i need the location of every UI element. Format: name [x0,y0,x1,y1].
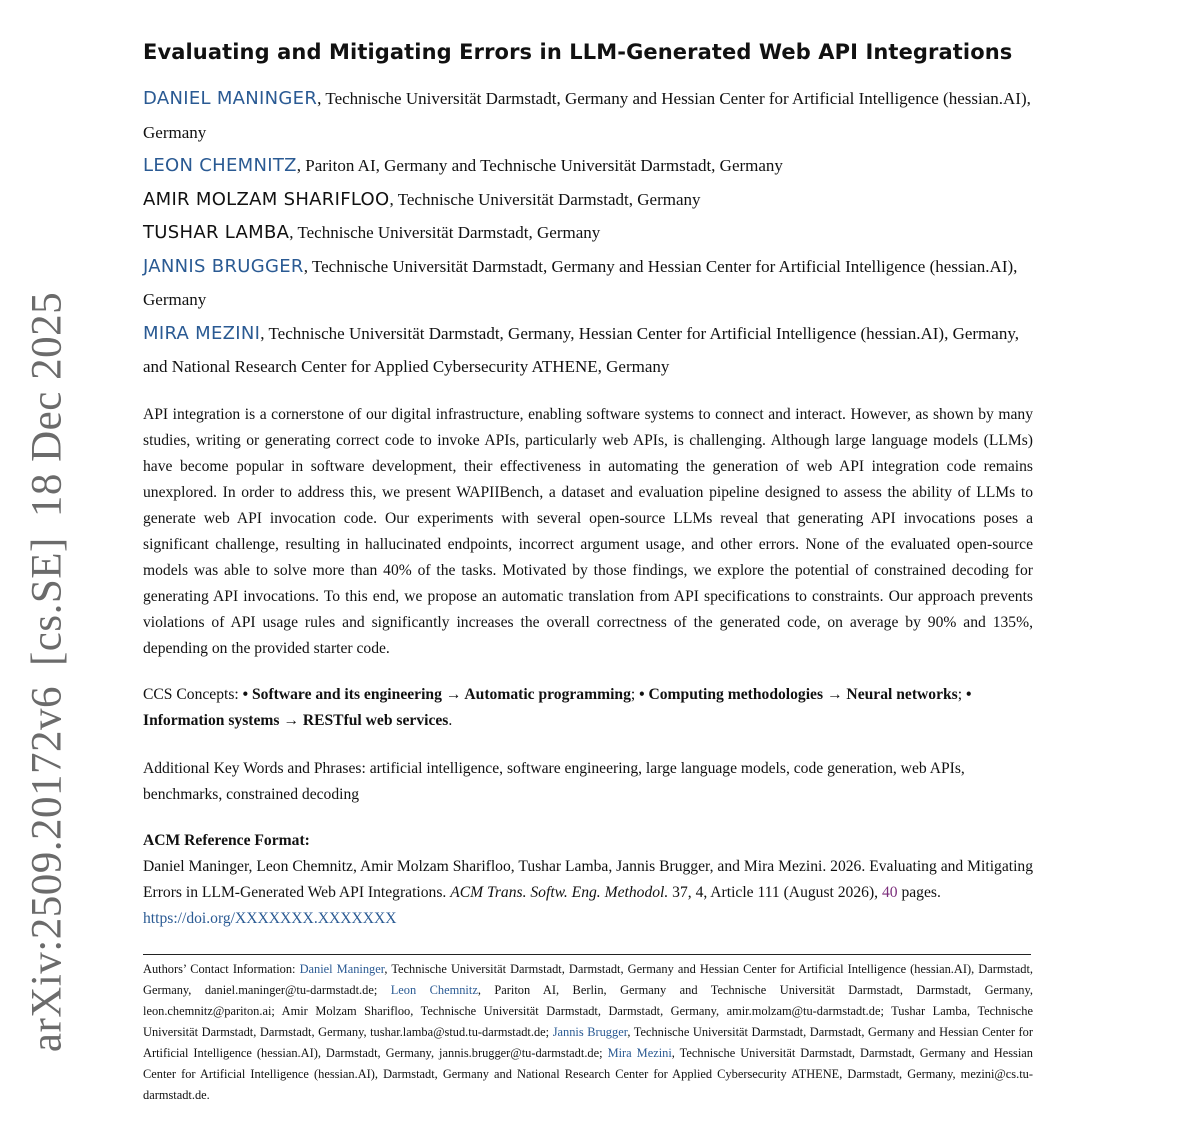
footnote-author-link[interactable]: Leon Chemnitz [390,982,478,997]
contact-footnote [143,959,1033,1106]
pages-link[interactable]: 40 [881,883,898,901]
author-entry: TUSHAR LAMBA, Technische Universität Darmstadt, Germany [143,222,601,243]
footnote-text: , Technische Universität Darmstadt, Darmstadt, Germany and Hessian Center for Artificial Intelligence (hessian.AI), Darmstadt, Germany, jannis.brugger@tu-darmstadt.de; [143,1024,1033,1060]
reference-text [143,854,1033,932]
author-affiliation: Technische Universität Darmstadt, Germany [397,189,701,209]
footnote-author-link[interactable]: Mira Mezini [607,1045,672,1060]
author-affiliation: Technische Universität Darmstadt, Germany and Hessian Center for Artificial Intelligence (hessian.AI), Germany [143,89,1031,142]
reference-citation: Daniel Maninger, Leon Chemnitz, Amir Molzam Sharifloo, Tushar Lamba, Jannis Brugger, and Mira Mezini. 2026. Evaluating and Mitigating Errors in LLM-Generated Web API Integrations. [143,857,1033,901]
author-entry: MIRA MEZINI, Technische Universität Darmstadt, Germany, Hessian Center for Artificial Intelligence (hessian.AI), Germany, and National Research Center for Applied Cybersecurity ATHENE, Germany [143,322,1019,376]
reference-details: 37, 4, Article 111 (August 2026), [672,883,879,901]
author-entry: DANIEL MANINGER, Technische Universität Darmstadt, Germany and Hessian Center for Artificial Intelligence (hessian.AI), Germany [143,88,1031,142]
reference-journal: ACM Trans. Softw. Eng. Methodol. [450,883,669,901]
arxiv-category: [cs.SE] [23,537,71,667]
ccs-concepts: CCS Concepts: • Software and its engineering → Automatic programming; • Computing methodologies → Neural networks; • Information systems → RESTful web services. [143,685,972,729]
author-entry: JANNIS BRUGGER, Technische Universität Darmstadt, Germany and Hessian Center for Artificial Intelligence (hessian.AI), Germany [143,255,1018,309]
footnote-author-link[interactable]: Daniel Maninger [299,961,385,976]
footnote-text: , Technische Universität Darmstadt, Darmstadt, Germany and Hessian Center for Artificial Intelligence (hessian.AI), Darmstadt, Germany, daniel.maninger@tu-darmstadt.de; [143,961,1033,997]
doi-link[interactable]: https://doi.org/XXXXXXX.XXXXXXX [143,909,397,927]
reference-heading: ACM Reference Format: [143,831,310,849]
paper-page [143,40,1033,1106]
arxiv-number[interactable]: arXiv:2509.20172v6 [23,686,71,1053]
ccs-label: CCS Concepts: [143,685,239,703]
author-name: TUSHAR LAMBA [143,222,290,243]
author-name-link[interactable]: MIRA MEZINI [143,322,261,344]
footnote-divider [143,954,1031,955]
author-affiliation: Technische Universität Darmstadt, Germany [297,223,601,242]
abstract: API integration is a cornerstone of our digital infrastructure, enabling software systems to connect and interact. However, as shown by many studies, writing or generating correct code to invoke APIs, particularly web APIs, is challenging. Although large language models (LLMs) have become popular in software development, their effectiveness in automating the generation of web API integration code remains unexplored. In order to address this, we present WAPIIBench, a dataset and evaluation pipeline designed to assess the ability of LLMs to generate web API invocation code. Our experiments with several open-source LLMs reveal that generating API invocations poses a significant challenge, resulting in hallucinated endpoints, incorrect argument usage, and other errors. None of the evaluated open-source models was able to solve more than 40% of the tasks. Motivated by those findings, we explore the potential of constrained decoding for generating API invocations. To this end, we propose an automatic translation from API specifications to constraints. Our approach prevents violations of API usage rules and significantly increases the overall correctness of the generated code, on average by 90% and 135%, depending on the provided starter code. [143,405,1033,657]
keywords: Additional Key Words and Phrases: artificial intelligence, software engineering, large language models, code generation, web APIs, benchmarks, constrained decoding [143,759,965,803]
author-name-link[interactable]: DANIEL MANINGER [143,88,318,109]
arxiv-identifier [23,292,72,1052]
reference-pages-suffix: pages. [901,883,941,901]
ccs-concept: • Computing methodologies → Neural networks [639,685,958,703]
footnote-text: , Technische Universität Darmstadt, Darmstadt, Germany and Hessian Center for Artificial Intelligence (hessian.AI), Darmstadt, Germany and National Research Center for Applied Cybersecurity ATHENE, Darmstadt, Germany, mezini@cs.tu-darmstadt.de. [143,1045,1033,1102]
paper-title: Evaluating and Mitigating Errors in LLM-Generated Web API Integrations [143,40,1013,64]
author-entry: AMIR MOLZAM SHARIFLOO, Technische Universität Darmstadt, Germany [143,188,701,210]
author-affiliation: Pariton AI, Germany and Technische Universität Darmstadt, Germany [305,156,783,175]
author-name-link[interactable]: JANNIS BRUGGER [143,255,304,277]
footnote-label: Authors’ Contact Information: [143,961,296,976]
author-affiliation: Technische Universität Darmstadt, Germany, Hessian Center for Artificial Intelligence (hessian.AI), Germany, and National Research Center for Applied Cybersecurity ATHENE, Germany [143,323,1019,376]
arxiv-sidebar [0,0,100,1130]
author-entry: LEON CHEMNITZ, Pariton AI, Germany and Technische Universität Darmstadt, Germany [143,155,783,176]
ccs-concept: • Software and its engineering → Automatic programming [242,685,631,703]
footnote-text: , Pariton AI, Berlin, Germany and Technische Universität Darmstadt, Darmstadt, Germany, leon.chemnitz@pariton.ai; Amir Molzam Sharifloo, Technische Universität Darmstadt, Darmstadt, Germany, amir.molzam@tu-darmstadt.de; Tushar Lamba, Technische Universität Darmstadt, Darmstadt, Germany, tushar.lamba@stud.tu-darmstadt.de; [143,982,1033,1039]
arxiv-date: 18 Dec 2025 [23,291,71,518]
ccs-concept: • Information systems → RESTful web services [143,685,972,729]
author-name: AMIR MOLZAM SHARIFLOO [143,188,390,210]
author-name-link[interactable]: LEON CHEMNITZ [143,155,297,176]
author-list [143,82,1033,384]
author-affiliation: Technische Universität Darmstadt, Germany and Hessian Center for Artificial Intelligence (hessian.AI), Germany [143,256,1018,309]
footnote-author-link[interactable]: Jannis Brugger [552,1024,628,1039]
